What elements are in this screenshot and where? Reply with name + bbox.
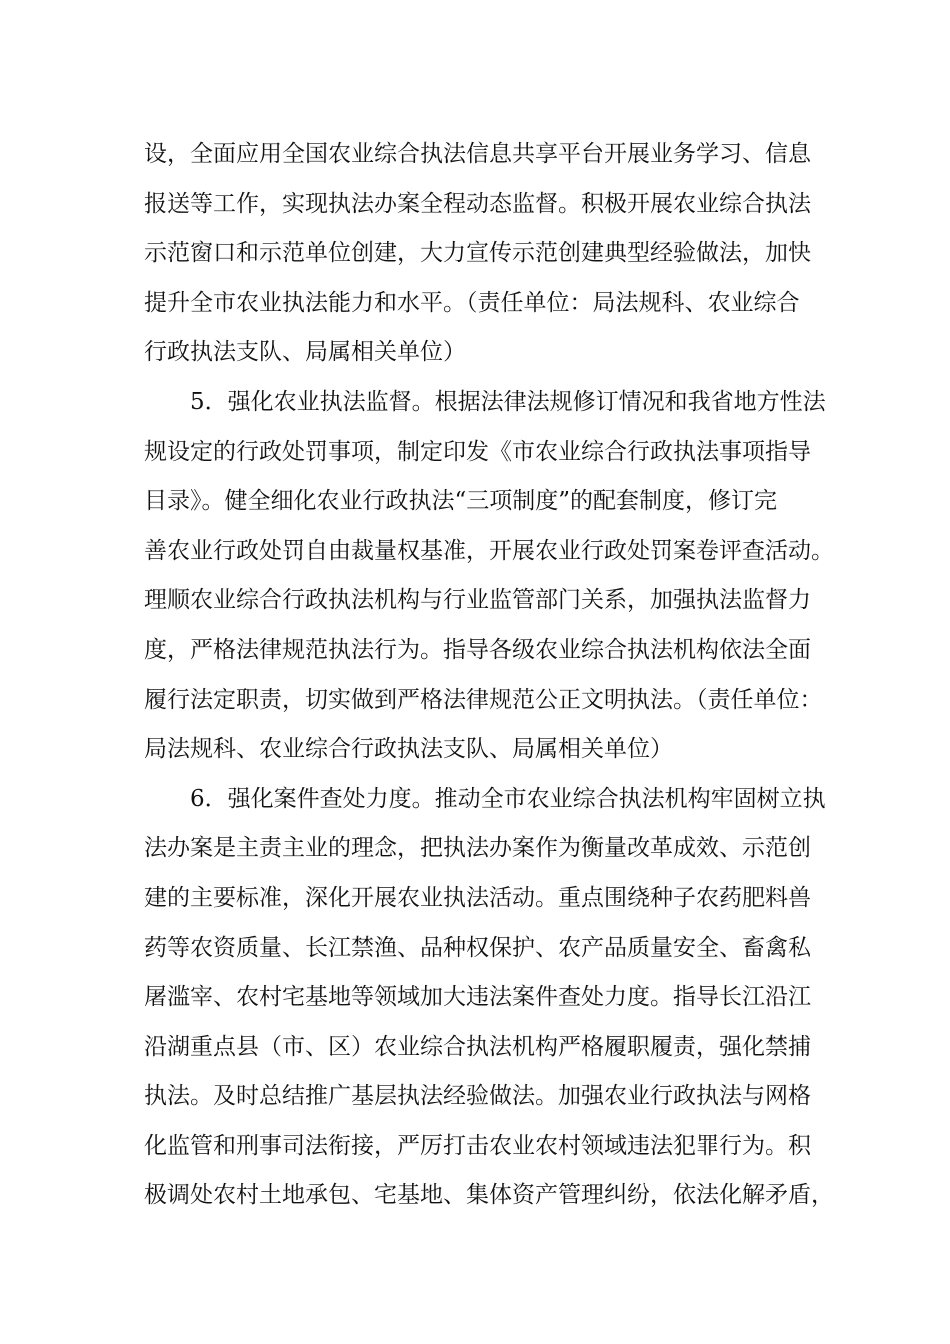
- text-line: 执法。及时总结推广基层执法经验做法。加强农业行政执法与网格: [144, 1083, 811, 1110]
- text-line: 局法规科、农业综合行政执法支队、局属相关单位）: [144, 736, 673, 763]
- text-line: 示范窗口和示范单位创建，大力宣传示范创建典型经验做法，加快: [144, 240, 811, 267]
- text-line: 沿湖重点县（市、区）农业综合执法机构严格履职履责，强化禁捕: [144, 1033, 811, 1060]
- text-line: 理顺农业综合行政执法机构与行业监管部门关系，加强执法监督力: [144, 587, 811, 614]
- paragraph-item-5: [144, 378, 834, 775]
- text-line: 提升全市农业执法能力和水平。（责任单位：局法规科、农业综合: [144, 289, 800, 316]
- text-line: 6．强化案件查处力度。推动全市农业综合执法机构牢固树立执: [190, 785, 826, 812]
- text-line: 法办案是主责主业的理念，把执法办案作为衡量改革成效、示范创: [144, 835, 811, 862]
- text-line: 善农业行政处罚自由裁量权基准，开展农业行政处罚案卷评查活动。: [144, 537, 834, 564]
- paragraph-item-6: [144, 775, 834, 1221]
- text-line: 设，全面应用全国农业综合执法信息共享平台开展业务学习、信息: [144, 141, 811, 167]
- document-body: [144, 130, 834, 1221]
- text-line: 目录》。健全细化农业行政执法“三项制度”的配套制度，修订完: [144, 488, 778, 515]
- text-line: 5．强化农业执法监督。根据法律法规修订情况和我省地方性法: [190, 388, 826, 415]
- text-line: 规设定的行政处罚事项，制定印发《市农业综合行政执法事项指导: [144, 438, 811, 465]
- text-line: 行政执法支队、局属相关单位）: [144, 339, 466, 366]
- text-line: 屠滥宰、农村宅基地等领域加大违法案件查处力度。指导长江沿江: [144, 984, 811, 1011]
- text-line: 报送等工作，实现执法办案全程动态监督。积极开展农业综合执法: [144, 190, 811, 217]
- text-line: 极调处农村土地承包、宅基地、集体资产管理纠纷，依法化解矛盾，: [144, 1182, 834, 1209]
- text-line: 履行法定职责，切实做到严格法律规范公正文明执法。（责任单位：: [144, 686, 823, 713]
- text-line: 化监管和刑事司法衔接，严厉打击农业农村领域违法犯罪行为。积: [144, 1132, 811, 1159]
- text-line: 建的主要标准，深化开展农业执法活动。重点围绕种子农药肥料兽: [144, 884, 811, 911]
- text-line: 药等农资质量、长江禁渔、品种权保护、农产品质量安全、畜禽私: [144, 934, 811, 961]
- text-line: 度，严格法律规范执法行为。指导各级农业综合执法机构依法全面: [144, 636, 811, 663]
- paragraph-continuation: [144, 130, 834, 378]
